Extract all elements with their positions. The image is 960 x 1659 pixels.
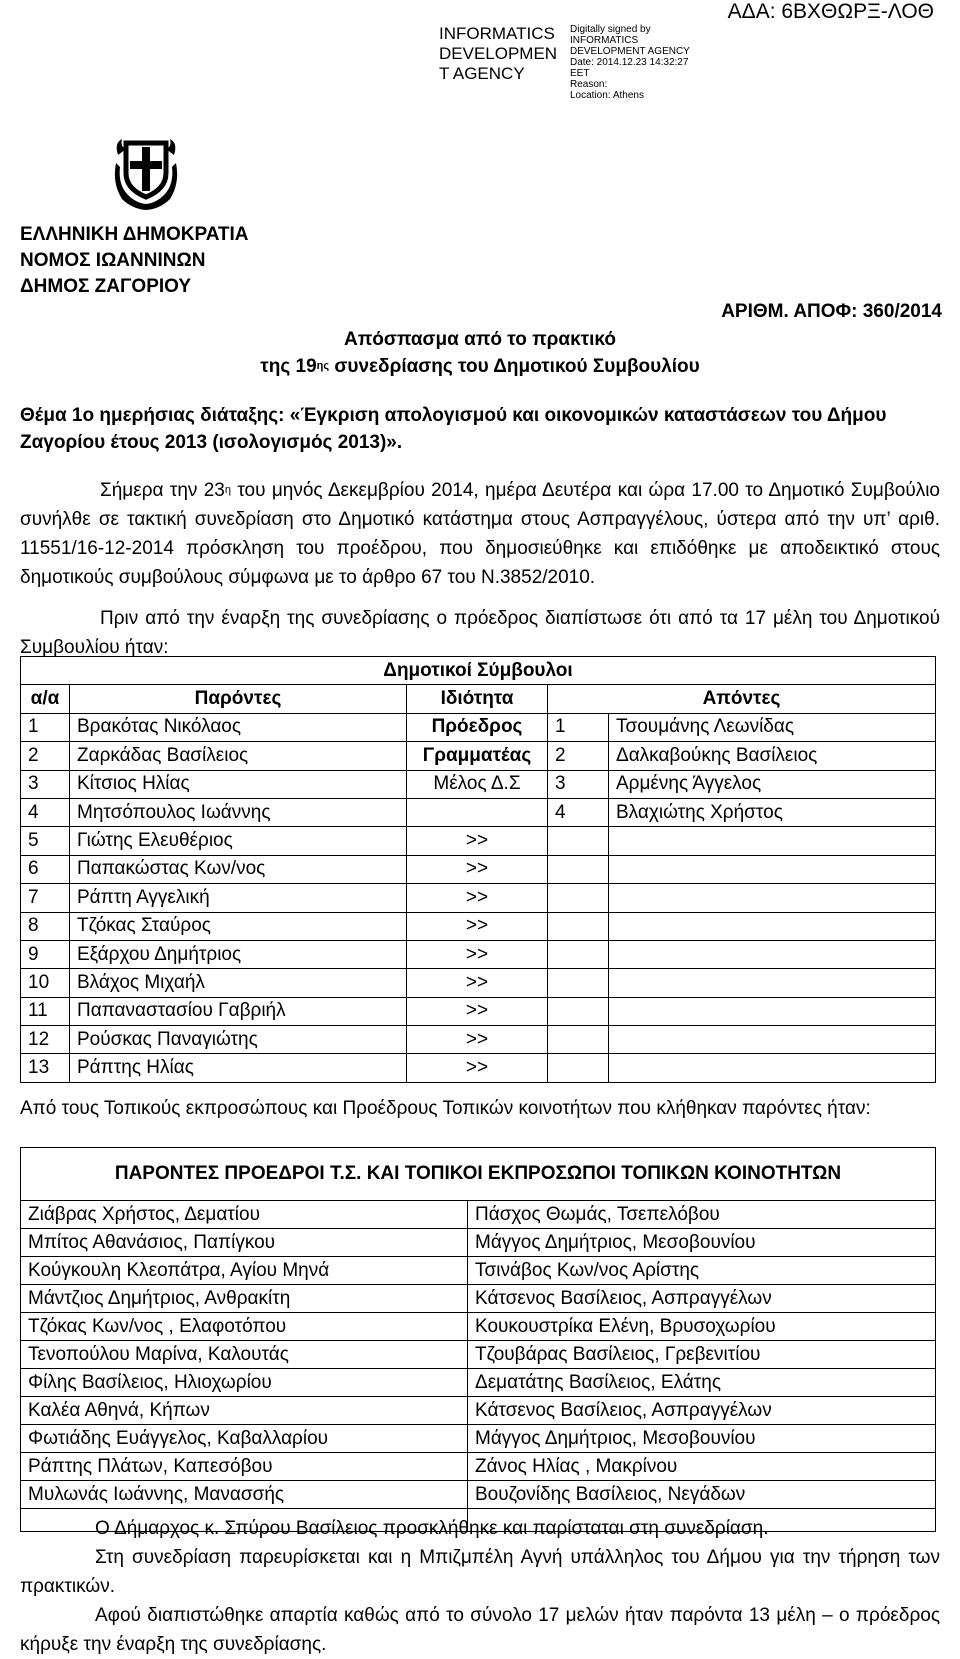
cell-present: Κίτσιος Ηλίας <box>70 770 407 798</box>
cell-absent-number <box>548 884 609 912</box>
cell-present: Ράπτης Ηλίας <box>70 1054 407 1082</box>
intro-paragraph-1 <box>20 476 940 592</box>
signature-meta-line: Location: Athens <box>570 90 644 101</box>
decision-number: ΑΡΙΘΜ. ΑΠΟΦ: 360/2014 <box>721 301 942 322</box>
cell-absent <box>609 969 936 997</box>
cell-absent <box>609 940 936 968</box>
cell-absent: Τσουμάνης Λεωνίδας <box>609 713 936 741</box>
cell-present: Παπακώστας Κων/νος <box>70 855 407 883</box>
cell-absent-number <box>548 855 609 883</box>
cell-absent-number <box>548 827 609 855</box>
cell-absent <box>609 1026 936 1054</box>
table-row <box>21 1481 936 1509</box>
intro-p1-pre: Σήμερα την 23 <box>100 480 225 501</box>
extract-title: Απόσπασμα από το πρακτικό <box>343 329 616 350</box>
cell-role: Πρόεδρος <box>407 713 548 741</box>
cell-absent <box>609 827 936 855</box>
cell-present: Εξάρχου Δημήτριος <box>70 940 407 968</box>
local-representatives-table <box>20 1147 936 1532</box>
cell-role: Μέλος Δ.Σ <box>407 770 548 798</box>
session-title-sup: ης <box>316 360 330 372</box>
table-row <box>21 912 936 940</box>
table-header-row <box>21 685 936 713</box>
cell-right: Κάτσενος Βασίλειος, Ασπραγγέλων <box>468 1285 936 1313</box>
cell-left: Μπίτος Αθανάσιος, Παπίγκου <box>21 1229 468 1257</box>
table-row <box>21 827 936 855</box>
local-table-title: ΠΑΡΟΝΤΕΣ ΠΡΟΕΔΡΟΙ Τ.Σ. ΚΑΙ ΤΟΠΙΚΟΙ ΕΚΠΡΟΣΩΠΟΙ ΤΟΠΙΚΩΝ ΚΟΙΝΟΤΗΤΩΝ <box>21 1148 936 1201</box>
cell-absent-number <box>548 997 609 1025</box>
header-line-prefecture: ΝΟΜΟΣ ΙΩΑΝΝΙΝΩΝ <box>20 250 206 271</box>
cell-absent <box>609 912 936 940</box>
cell-number: 5 <box>21 827 70 855</box>
cell-role <box>407 798 548 826</box>
closing-paragraphs <box>20 1514 940 1659</box>
cell-role: >> <box>407 884 548 912</box>
cell-number: 2 <box>21 742 70 770</box>
intro-paragraph-2 <box>20 604 940 662</box>
cell-number: 8 <box>21 912 70 940</box>
cell-number: 1 <box>21 713 70 741</box>
table-row <box>21 969 936 997</box>
table-row <box>21 1453 936 1481</box>
cell-role: >> <box>407 827 548 855</box>
table-row <box>21 884 936 912</box>
intro-p2-text: Πριν από την έναρξη της συνεδρίασης ο πρόεδρος διαπίστωσε ότι από τα 17 μέλη του Δημοτικού Συμβουλίου ήταν: <box>20 608 940 658</box>
intro-p1-post: του μηνός Δεκεμβρίου 2014, ημέρα Δευτέρα και ώρα 17.00 το Δημοτικό Συμβούλιο συνήλθε σε τακτική συνεδρίαση στο Δημοτικό κατάστημα στους Ασπραγγέλους, ύστερα από την υπ’ αριθ. 11551/16-12-2014 πρόσκληση του προέδρου, που δημοσιεύθηκε και επιδόθηκε με αποδεικτικό στους δημοτικούς συμβούλους σύμφωνα με το άρθρο 67 του Ν.3852/2010. <box>20 480 940 588</box>
table-title-row <box>21 1148 936 1201</box>
cell-number: 7 <box>21 884 70 912</box>
cell-role: >> <box>407 855 548 883</box>
closing-mayor-text: Ο Δήμαρχος κ. Σπύρου Βασίλειος προσκλήθηκε και παρίσταται στη συνεδρίαση. <box>95 1518 769 1539</box>
cell-number: 12 <box>21 1026 70 1054</box>
cell-role: >> <box>407 1026 548 1054</box>
session-title-pre: της 19 <box>260 356 317 377</box>
signature-meta-line: EET <box>570 68 590 79</box>
closing-quorum <box>20 1601 940 1659</box>
cell-present: Ζαρκάδας Βασίλειος <box>70 742 407 770</box>
table-title-row <box>21 657 936 685</box>
cell-number: 11 <box>21 997 70 1025</box>
coat-of-arms-emblem <box>112 133 180 216</box>
cell-left: Ζιάβρας Χρήστος, Δεματίου <box>21 1201 468 1229</box>
cell-right: Πάσχος Θωμάς, Τσεπελόβου <box>468 1201 936 1229</box>
cell-present: Μητσόπουλος Ιωάννης <box>70 798 407 826</box>
cell-absent: Βλαχιώτης Χρήστος <box>609 798 936 826</box>
table-row <box>21 713 936 741</box>
cell-present: Τζόκας Σταύρος <box>70 912 407 940</box>
table-row <box>21 1257 936 1285</box>
header-number: α/α <box>21 685 70 713</box>
header-line-republic: ΕΛΛΗΝΙΚΗ ΔΗΜΟΚΡΑΤΙΑ <box>20 224 249 245</box>
local-intro: Από τους Τοπικούς εκπροσώπους και Προέδρους Τοπικών κοινοτήτων που κλήθηκαν παρόντες ήταν: <box>20 1098 871 1119</box>
cell-absent-number <box>548 940 609 968</box>
table-row <box>21 940 936 968</box>
signature-meta-line: Digitally signed by <box>570 24 651 35</box>
table-row <box>21 798 936 826</box>
cell-left: Φωτιάδης Ευάγγελος, Καβαλλαρίου <box>21 1425 468 1453</box>
table-row <box>21 1026 936 1054</box>
cell-number: 3 <box>21 770 70 798</box>
cell-absent-number: 3 <box>548 770 609 798</box>
cell-number: 10 <box>21 969 70 997</box>
cell-right: Ζάνος Ηλίας , Μακρίνου <box>468 1453 936 1481</box>
cell-role: >> <box>407 940 548 968</box>
cell-absent-number <box>548 912 609 940</box>
council-members-table <box>20 656 936 1083</box>
cell-number: 13 <box>21 1054 70 1082</box>
table-row <box>21 1201 936 1229</box>
intro-p1-sup: η <box>224 484 231 496</box>
header-present: Παρόντες <box>70 685 407 713</box>
cell-absent <box>609 997 936 1025</box>
cell-left: Μάντζιος Δημήτριος, Ανθρακίτη <box>21 1285 468 1313</box>
cell-absent-number <box>548 1026 609 1054</box>
signature-organization <box>439 24 557 84</box>
signature-org-line: T AGENCY <box>439 64 525 83</box>
cell-right: Κάτσενος Βασίλειος, Ασπραγγέλων <box>468 1397 936 1425</box>
cell-right: Μάγγος Δημήτριος, Μεσοβουνίου <box>468 1425 936 1453</box>
cell-role: >> <box>407 1054 548 1082</box>
cell-present: Ρούσκας Παναγιώτης <box>70 1026 407 1054</box>
table-row <box>21 855 936 883</box>
signature-org-line: DEVELOPMEN <box>439 44 558 63</box>
signature-meta-line: DEVELOPMENT AGENCY <box>570 46 690 57</box>
session-title-post: συνεδρίασης του Δημοτικού Συμβουλίου <box>329 356 700 377</box>
cell-present: Βλάχος Μιχαήλ <box>70 969 407 997</box>
table-row <box>21 1285 936 1313</box>
cell-present: Γιώτης Ελευθέριος <box>70 827 407 855</box>
header-absent: Απόντες <box>548 685 936 713</box>
cell-absent <box>609 884 936 912</box>
session-title <box>0 353 960 380</box>
table-row <box>21 1425 936 1453</box>
table-row <box>21 1397 936 1425</box>
cell-absent-number: 1 <box>548 713 609 741</box>
table-row <box>21 742 936 770</box>
signature-org-line: INFORMATICS <box>439 24 555 43</box>
cell-left: Τζόκας Κων/νος , Ελαφοτόπου <box>21 1313 468 1341</box>
cell-number: 4 <box>21 798 70 826</box>
cell-absent: Δαλκαβούκης Βασίλειος <box>609 742 936 770</box>
header-role: Ιδιότητα <box>407 685 548 713</box>
cell-absent-number: 4 <box>548 798 609 826</box>
cell-left: Κούγκουλη Κλεοπάτρα, Αγίου Μηνά <box>21 1257 468 1285</box>
cell-absent-number <box>548 969 609 997</box>
signature-details <box>570 24 690 101</box>
cell-right: Κουκουστρίκα Ελένη, Βρυσοχωρίου <box>468 1313 936 1341</box>
table-row <box>21 1341 936 1369</box>
table-row <box>21 1313 936 1341</box>
cell-right: Βουζονίδης Βασίλειος, Νεγάδων <box>468 1481 936 1509</box>
cell-right: Τσινάβος Κων/νος Αρίστης <box>468 1257 936 1285</box>
closing-secretary <box>20 1543 940 1601</box>
cell-right: Τζουβάρας Βασίλειος, Γρεβενιτίου <box>468 1341 936 1369</box>
cell-role: >> <box>407 997 548 1025</box>
agenda-subject: Θέμα 1ο ημερήσιας διάταξης: «Έγκριση απολογισμού και οικονομικών καταστάσεων του Δήμου Ζαγορίου έτους 2013 (ισολογισμός 2013)». <box>20 405 887 453</box>
ada-code: ΑΔΑ: 6ΒΧΘΩΡΞ-ΛΟΘ <box>727 0 934 23</box>
cell-present: Παπαναστασίου Γαβριήλ <box>70 997 407 1025</box>
signature-meta-line: INFORMATICS <box>570 35 639 46</box>
cell-absent-number <box>548 1054 609 1082</box>
cell-left: Καλέα Αθηνά, Κήπων <box>21 1397 468 1425</box>
cell-left: Ράπτης Πλάτων, Καπεσόβου <box>21 1453 468 1481</box>
cell-role: >> <box>407 912 548 940</box>
cell-right: Δεματάτης Βασίλειος, Ελάτης <box>468 1369 936 1397</box>
cell-left: Τενοπούλου Μαρίνα, Καλουτάς <box>21 1341 468 1369</box>
cell-number: 6 <box>21 855 70 883</box>
table-row <box>21 1369 936 1397</box>
closing-mayor <box>20 1514 940 1543</box>
cell-absent <box>609 1054 936 1082</box>
table-row <box>21 770 936 798</box>
cell-role: Γραμματέας <box>407 742 548 770</box>
cell-number: 9 <box>21 940 70 968</box>
cell-right: Μάγγος Δημήτριος, Μεσοβουνίου <box>468 1229 936 1257</box>
cell-present: Βρακότας Νικόλαος <box>70 713 407 741</box>
cell-absent-number: 2 <box>548 742 609 770</box>
signature-meta-line: Reason: <box>570 79 608 90</box>
council-table-title: Δημοτικοί Σύμβουλοι <box>21 657 936 685</box>
header-line-municipality: ΔΗΜΟΣ ΖΑΓΟΡΙΟΥ <box>20 276 192 297</box>
cell-absent <box>609 855 936 883</box>
cell-left: Μυλωνάς Ιωάννης, Μανασσής <box>21 1481 468 1509</box>
closing-secretary-text: Στη συνεδρίαση παρευρίσκεται και η Μπιζμπέλη Αγνή υπάλληλος του Δήμου για την τήρηση των πρακτικών. <box>20 1547 940 1597</box>
signature-meta-line: Date: 2014.12.23 14:32:27 <box>570 57 689 68</box>
closing-quorum-text: Αφού διαπιστώθηκε απαρτία καθώς από το σύνολο 17 μελών ήταν παρόντα 13 μέλη – ο πρόεδρος κήρυξε την έναρξη της συνεδρίασης. <box>20 1605 940 1655</box>
table-row <box>21 997 936 1025</box>
cell-role: >> <box>407 969 548 997</box>
cell-absent: Αρμένης Άγγελος <box>609 770 936 798</box>
table-row <box>21 1229 936 1257</box>
table-row <box>21 1054 936 1082</box>
issuer-header <box>20 222 248 300</box>
cell-present: Ράπτη Αγγελική <box>70 884 407 912</box>
cell-left: Φίλης Βασίλειος, Ηλιοχωρίου <box>21 1369 468 1397</box>
